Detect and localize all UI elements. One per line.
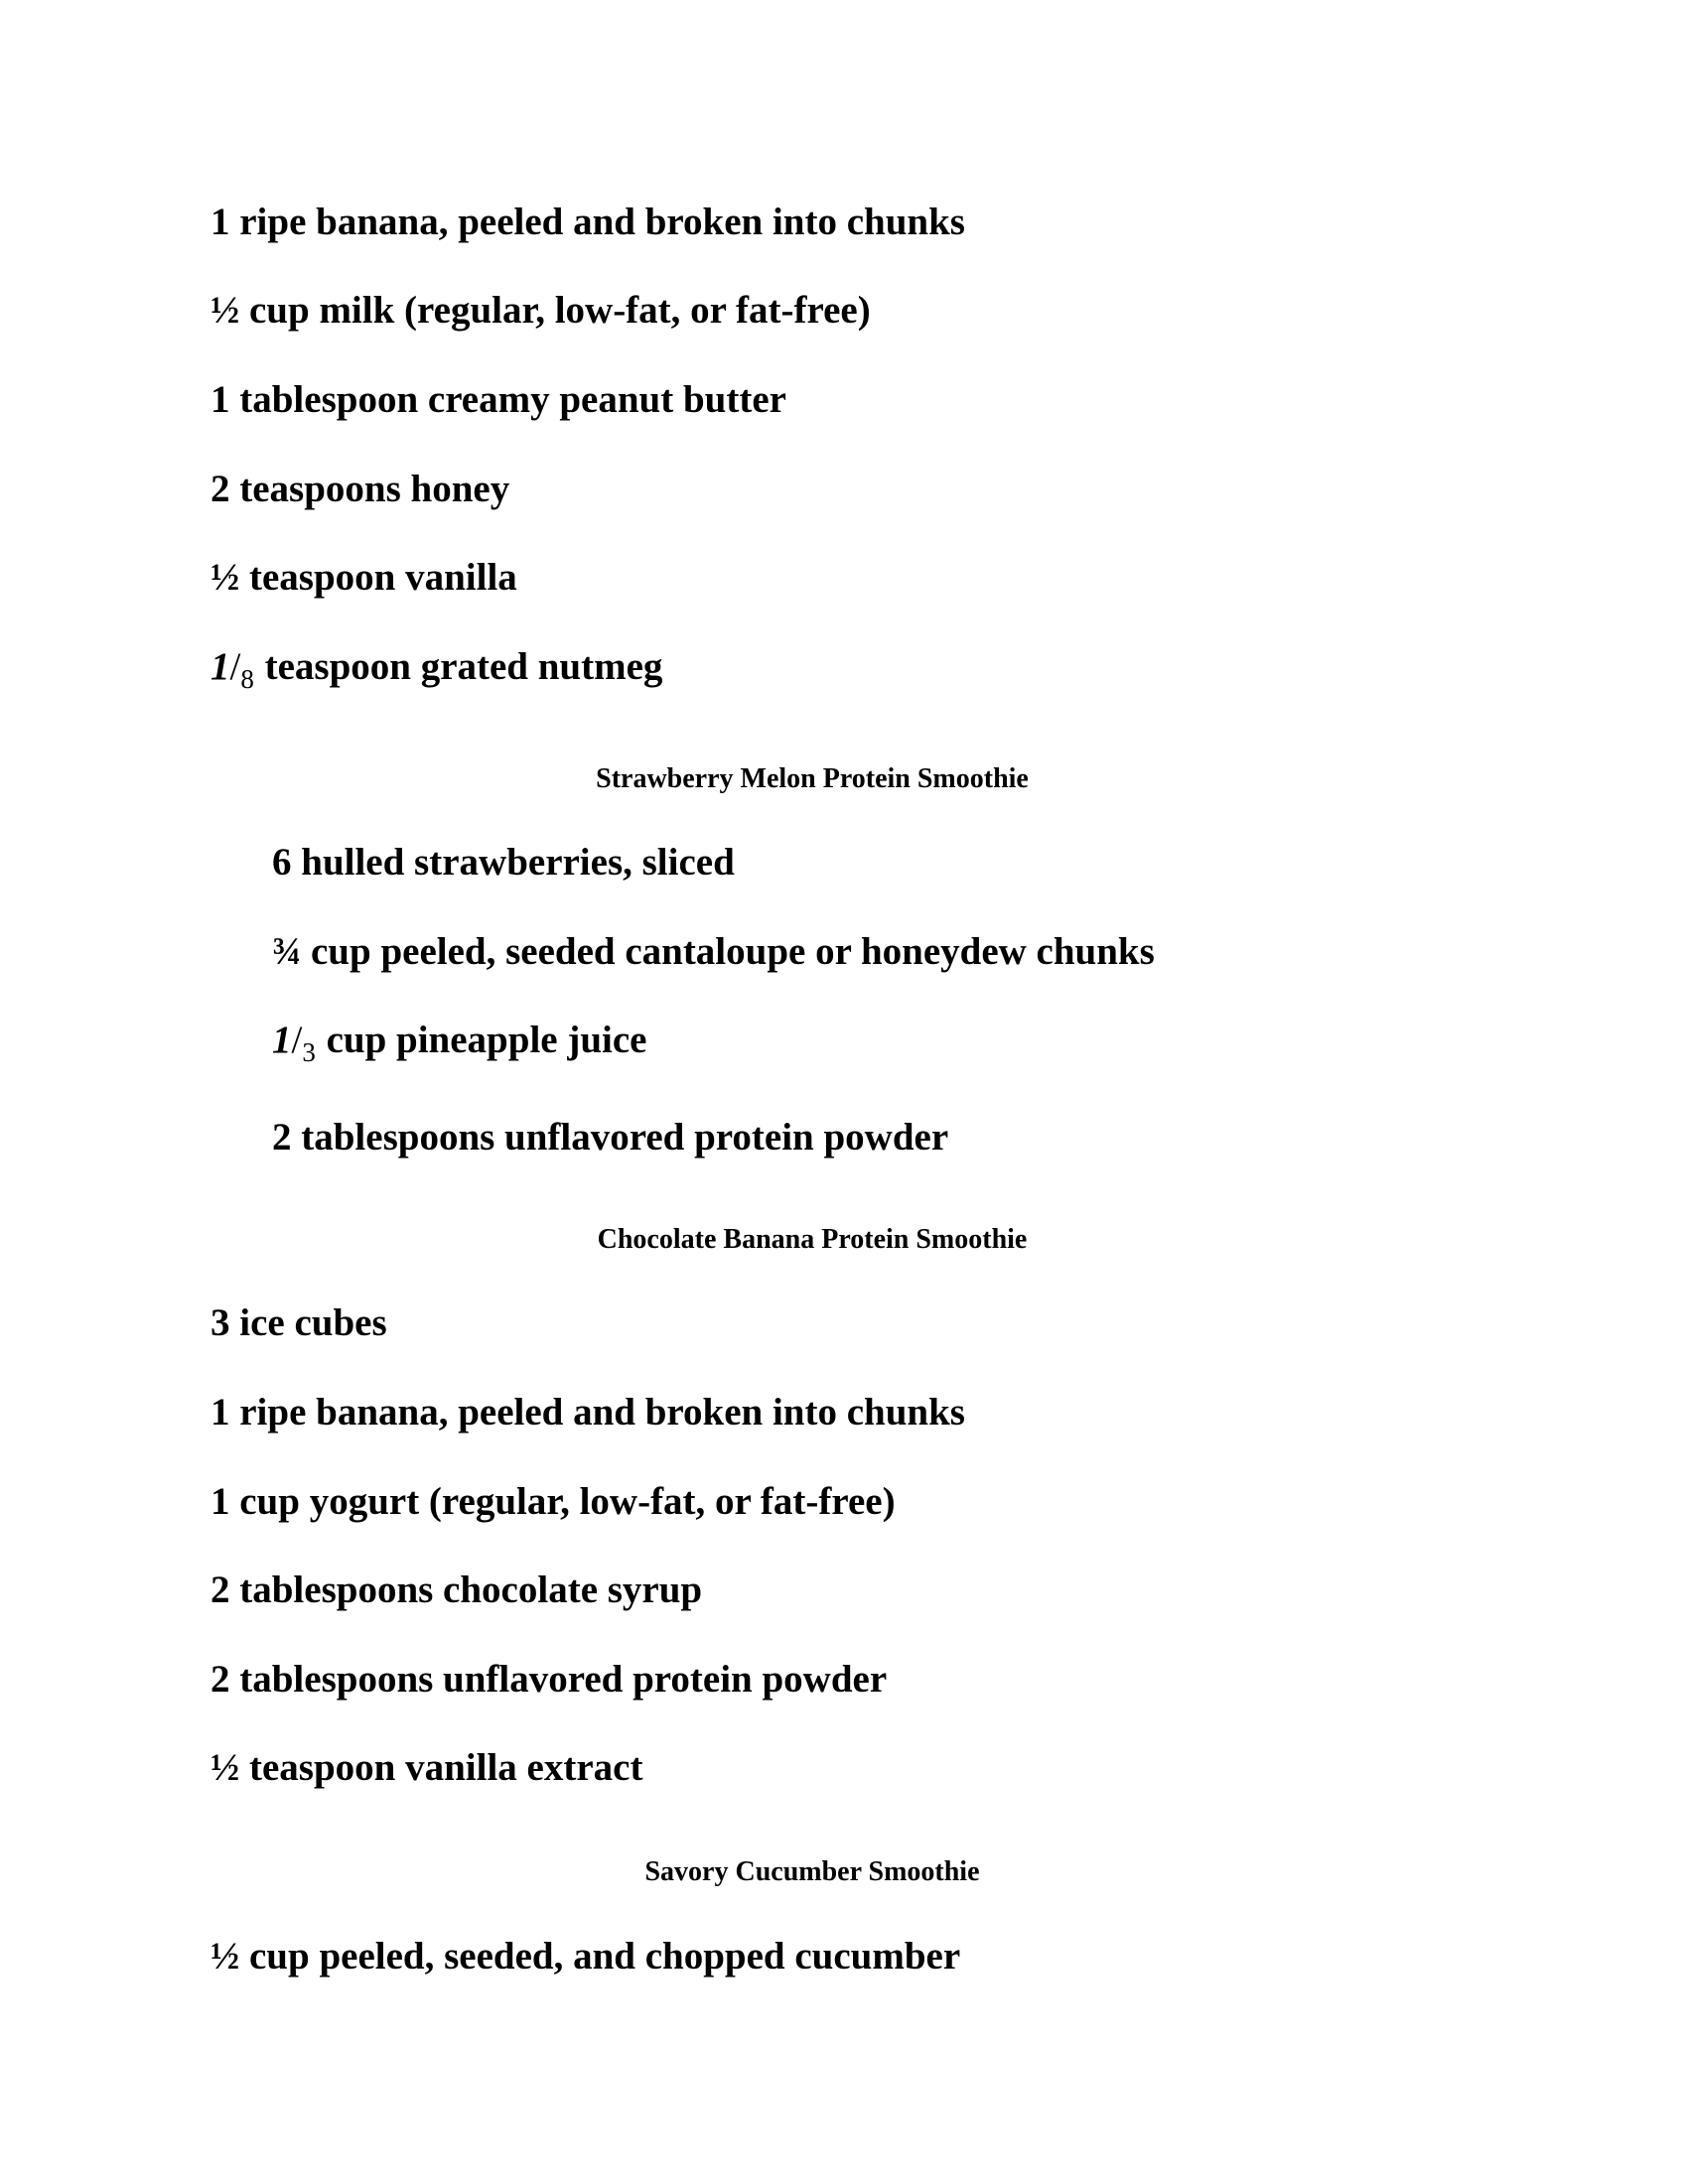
fraction-slash: / xyxy=(291,1019,303,1061)
ingredient-line: 2 tablespoons unflavored protein powder xyxy=(211,1658,888,1701)
fraction-numerator: 1 xyxy=(211,645,230,688)
fraction-slash: / xyxy=(229,645,241,688)
ingredient-line-nutmeg xyxy=(211,643,662,694)
ingredient-line: 2 teaspoons honey xyxy=(211,468,510,510)
ingredient-line: ½ cup peeled, seeded, and chopped cucumber xyxy=(211,1935,961,1978)
ingredient-line: ½ teaspoon vanilla extract xyxy=(211,1746,643,1789)
recipe-title: Strawberry Melon Protein Smoothie xyxy=(596,763,1029,794)
ingredient-line: 6 hulled strawberries, sliced xyxy=(272,841,735,884)
ingredient-text: cup pineapple juice xyxy=(316,1019,647,1061)
ingredient-line: 1 cup yogurt (regular, low-fat, or fat-free) xyxy=(211,1480,896,1523)
fraction-numerator: 1 xyxy=(272,1019,292,1061)
ingredient-line: 1 ripe banana, peeled and broken into chunks xyxy=(211,201,965,243)
ingredient-line: 1 tablespoon creamy peanut butter xyxy=(211,378,786,421)
recipe-title: Chocolate Banana Protein Smoothie xyxy=(597,1224,1028,1255)
ingredient-line: 3 ice cubes xyxy=(211,1301,387,1344)
recipe-title: Savory Cucumber Smoothie xyxy=(644,1856,980,1887)
ingredient-line-pineapple xyxy=(272,1017,646,1067)
ingredient-line: 2 tablespoons chocolate syrup xyxy=(211,1569,703,1611)
ingredient-line: 1 ripe banana, peeled and broken into chunks xyxy=(211,1391,965,1433)
fraction-denominator: 3 xyxy=(302,1037,316,1067)
ingredient-text: teaspoon grated nutmeg xyxy=(254,645,663,688)
ingredient-line: ½ teaspoon vanilla xyxy=(211,556,517,599)
ingredient-line: 2 tablespoons unflavored protein powder xyxy=(272,1116,949,1159)
fraction-denominator: 8 xyxy=(240,664,254,694)
ingredient-line: ¾ cup peeled, seeded cantaloupe or honeydew chunks xyxy=(272,930,1155,973)
ingredient-line: ½ cup milk (regular, low-fat, or fat-free) xyxy=(211,289,871,332)
